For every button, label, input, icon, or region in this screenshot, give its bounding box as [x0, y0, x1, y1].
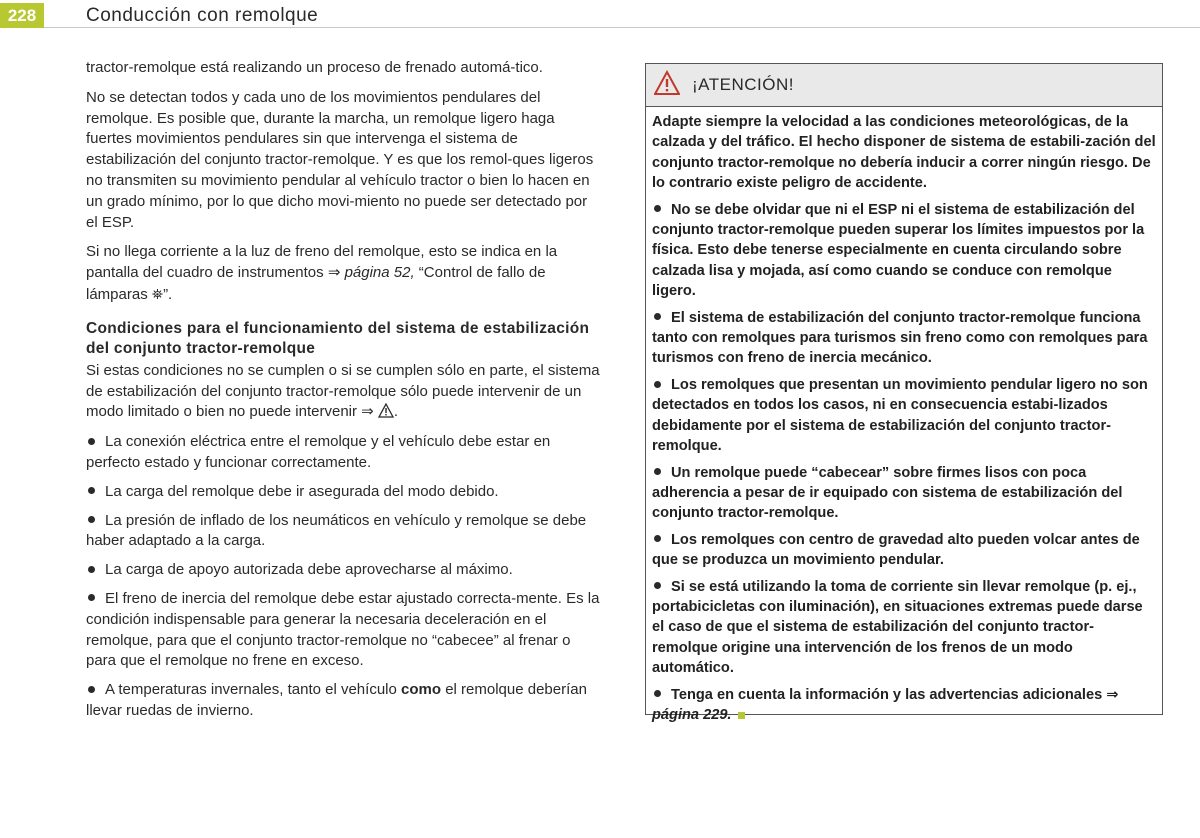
list-item: [652, 463, 1156, 524]
text: Si no llega corriente a la luz de freno del remolque, esto se indica en la pantalla del cuadro de instrumentos ⇒: [86, 243, 558, 282]
paragraph: tractor-remolque está realizando un proceso de frenado automá-tico.: [86, 59, 543, 76]
list-item: [652, 375, 1156, 457]
header-rule: [44, 27, 1200, 28]
warning-title: ¡ATENCIÓN!: [692, 75, 794, 94]
text: Si se está utilizando la toma de corriente sin llevar remolque (p. ej., portabicicletas con iluminación), en situaciones extremas puede darse el caso de que el sistema de estabilización del conjunto tractor-remolque origine una intervención de los frenos de un modo automático.: [652, 578, 1143, 677]
paragraph: [86, 242, 600, 305]
list-item: [86, 560, 600, 581]
text: Un remolque puede “cabecear” sobre firmes lisos con poca adherencia a pesar de ir equipado con sistema de estabilización del conjunto tractor-remolque.: [652, 464, 1123, 522]
bullet-icon: [654, 535, 661, 542]
bullet-icon: [654, 313, 661, 320]
text: como: [401, 681, 442, 699]
text: El sistema de estabilización del conjunto tractor-remolque funciona tanto con remolques para turismos sin freno como con remolques para turismos con freno de inercia mecánico.: [652, 309, 1148, 367]
warning-body: [646, 107, 1162, 725]
bullet-icon: [654, 205, 661, 212]
text: ”.: [163, 285, 173, 303]
page-reference-link[interactable]: página 229.: [652, 706, 732, 723]
text: La carga de apoyo autorizada debe aprovecharse al máximo.: [105, 561, 513, 579]
text: Los remolques que presentan un movimiento pendular ligero no son detectados en todos los casos, ni en consecuencia estabi-lizados debidamente por el sistema de estabilización del conjunto tractor-remolque.: [652, 376, 1148, 455]
lamp-icon: ⛯: [151, 285, 164, 302]
bullet-icon: [654, 582, 661, 589]
list-item: [652, 530, 1156, 571]
list-item: [86, 589, 600, 672]
bullet-icon: [88, 594, 95, 601]
list-item: [86, 680, 600, 722]
list-item: [86, 482, 600, 503]
bullet-icon: [654, 381, 661, 388]
bullet-icon: [654, 468, 661, 475]
bullet-icon: [88, 487, 95, 494]
list-item: [652, 308, 1156, 369]
text: La carga del remolque debe ir asegurada del modo debido.: [105, 482, 499, 500]
warning-triangle-icon: [654, 70, 680, 96]
page-reference-link[interactable]: página 52,: [344, 264, 415, 282]
list-item: [86, 432, 600, 474]
section-heading: Condiciones para el funcionamiento del sistema de estabilización del conjunto tractor-remolque: [86, 319, 590, 357]
page-number: 228: [0, 3, 44, 28]
bullet-icon: [654, 690, 661, 697]
warning-header: [646, 64, 1162, 107]
text: “Control de fallo de lámparas: [86, 264, 546, 303]
paragraph: [86, 361, 600, 423]
text: A temperaturas invernales, tanto el vehículo: [105, 681, 402, 699]
text: .: [393, 403, 399, 421]
text: No se debe olvidar que ni el ESP ni el sistema de estabilización del conjunto tractor-remolque pueden superar los límites impuestos por la física. Esto debe tenerse especialmente en cuenta circulando sobre calzada lisa y mojada, así como cuando se conduce con remolque ligero.: [652, 201, 1145, 300]
text: el remolque deberían llevar ruedas de invierno.: [86, 681, 587, 719]
text: El freno de inercia del remolque debe estar ajustado correcta-mente. Es la condición indispensable para generar la necesaria deceleración en el remolque, para que el conjunto tractor-remolque no “cabecee” al frenar o para que el remolque no frene en exceso.: [86, 589, 600, 670]
text: Tenga en cuenta la información y las advertencias adicionales ⇒: [671, 686, 1119, 703]
list-item: [652, 685, 1156, 726]
warning-triangle-icon[interactable]: [378, 403, 394, 418]
page-title: Conducción con remolque: [86, 5, 319, 26]
bullet-icon: [88, 438, 95, 445]
bullet-icon: [88, 566, 95, 573]
paragraph: Adapte siempre la velocidad a las condiciones meteorológicas, de la calzada y del tráfico. El hecho disponer de sistema de estabili-zación del conjunto tractor-remolque no debería inducir a correr ningún riesgo. De lo contrario existe peligro de accidente.: [652, 114, 1156, 192]
page-header: [0, 0, 1200, 28]
text: Los remolques con centro de gravedad alto pueden volcar antes de que se produzca un movimiento pendular.: [652, 531, 1140, 569]
list-item: [652, 200, 1156, 302]
text: Si estas condiciones no se cumplen o si se cumplen sólo en parte, el sistema de estabilización del conjunto tractor-remolque sólo puede intervenir de un modo limitado o bien no puede intervenir ⇒: [86, 361, 600, 421]
left-column: [86, 58, 600, 730]
bullet-icon: [88, 516, 95, 523]
text: La presión de inflado de los neumáticos en vehículo y remolque se debe haber adaptado a la carga.: [86, 511, 587, 550]
bullet-icon: [88, 686, 95, 693]
list-item: [652, 577, 1156, 679]
end-of-section-icon: [738, 712, 745, 719]
text: La conexión eléctrica entre el remolque y el vehículo debe estar en perfecto estado y funcionar correctamente.: [86, 433, 551, 471]
paragraph: No se detectan todos y cada uno de los movimientos pendulares del remolque. Es posible que, durante la marcha, un remolque ligero haga fuertes movimientos pendulares sin que intervenga el sistema de estabilización del conjunto tractor-remolque. Y es que los remol-ques ligeros no transmiten su movimiento pendular al vehículo tractor o bien lo hacen en un grado mínimo, por lo que dicho movi-miento no puede ser detectado por el ESP.: [86, 88, 594, 231]
list-item: [86, 511, 600, 553]
warning-box: [645, 63, 1163, 723]
